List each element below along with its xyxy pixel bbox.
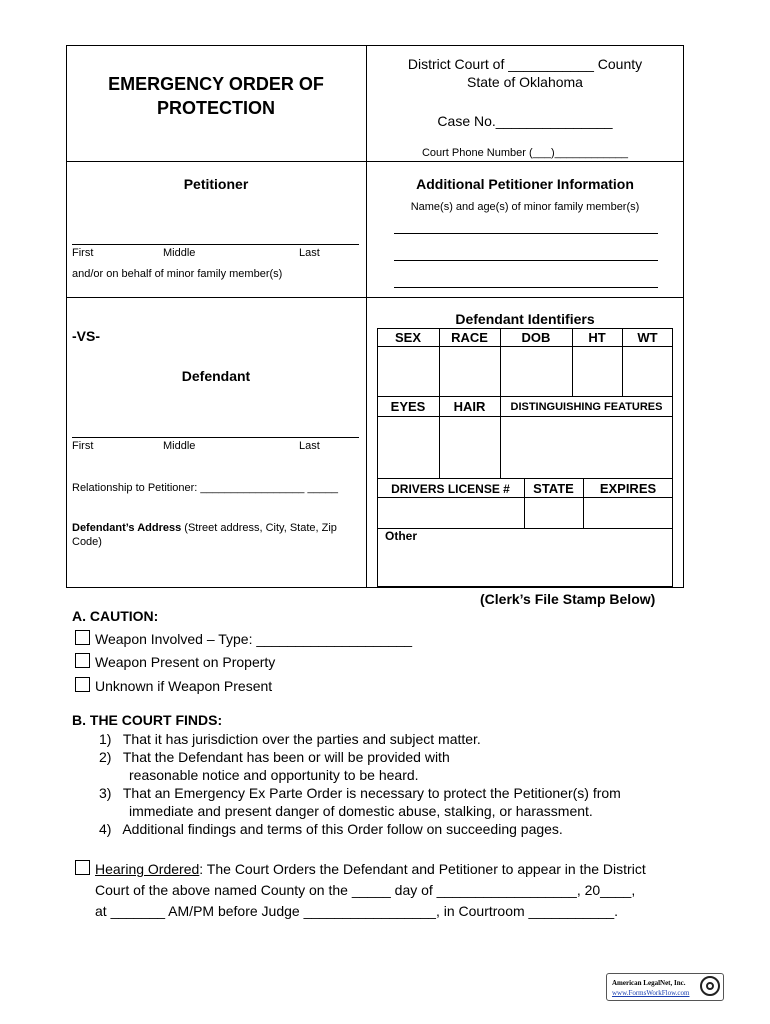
row2-bottom-line bbox=[377, 478, 673, 479]
petitioner-middle-label: Middle bbox=[163, 247, 196, 259]
versus-label: -VS- bbox=[72, 328, 100, 344]
additional-info-heading: Additional Petitioner Information bbox=[416, 176, 634, 192]
defendant-middle-label: Middle bbox=[163, 440, 196, 452]
finding-2: 2) That the Defendant has been or will be provided with bbox=[99, 749, 450, 765]
defendant-heading: Defendant bbox=[181, 368, 251, 384]
case-number: Case No._______________ bbox=[437, 113, 613, 129]
petitioner-divider bbox=[66, 297, 684, 298]
unknown-weapon-label: Unknown if Weapon Present bbox=[95, 678, 273, 694]
header-divider-right bbox=[366, 161, 684, 162]
relationship-field: Relationship to Petitioner: _________________ _____ bbox=[72, 482, 339, 494]
defendant-first-label: First bbox=[72, 440, 94, 452]
hearing-ordered-line1 bbox=[75, 860, 646, 877]
other-label: Other bbox=[385, 529, 418, 543]
petitioner-first-label: First bbox=[72, 247, 94, 259]
court-line: District Court of ___________ County bbox=[407, 56, 643, 72]
eyes-header: EYES bbox=[390, 399, 426, 414]
row1-bottom-line bbox=[377, 396, 673, 397]
drivers-license-header: DRIVERS LICENSE # bbox=[391, 482, 510, 496]
hearing-ordered-checkbox[interactable] bbox=[75, 860, 90, 875]
identifiers-table bbox=[377, 328, 673, 587]
logo-seal-icon bbox=[700, 976, 720, 996]
caution-unknown-weapon bbox=[75, 677, 272, 694]
sex-header: SEX bbox=[394, 330, 421, 345]
caution-heading: A. CAUTION: bbox=[72, 608, 159, 624]
row1-header-line bbox=[377, 346, 673, 347]
finding-4: 4) Additional findings and terms of this Order follow on succeeding pages. bbox=[99, 821, 563, 837]
petitioner-heading: Petitioner bbox=[183, 176, 249, 192]
petitioner-name-line bbox=[72, 244, 359, 245]
on-behalf-label: and/or on behalf of minor family member(s) bbox=[72, 268, 283, 280]
title-line2: PROTECTION bbox=[156, 98, 275, 118]
title-line1: EMERGENCY ORDER OF bbox=[108, 74, 324, 94]
minor-line-1 bbox=[394, 233, 658, 234]
hair-header: HAIR bbox=[453, 399, 486, 414]
additional-info-subheading: Name(s) and age(s) of minor family member(s) bbox=[410, 201, 640, 213]
petitioner-last-label: Last bbox=[299, 247, 320, 259]
state-line: State of Oklahoma bbox=[467, 74, 583, 90]
header-divider-left bbox=[66, 161, 366, 162]
caution-weapon-involved bbox=[75, 630, 412, 647]
defendant-last-label: Last bbox=[299, 440, 320, 452]
finding-1: 1) That it has jurisdiction over the parties and subject matter. bbox=[99, 731, 481, 747]
defendant-address-label bbox=[72, 521, 357, 549]
findings-heading: B. THE COURT FINDS: bbox=[72, 712, 223, 728]
hearing-ordered-line2: Court of the above named County on the _____ day of __________________, 20____, bbox=[95, 882, 636, 898]
defendant-name-line bbox=[72, 437, 359, 438]
hearing-ordered-label: Hearing Ordered bbox=[95, 861, 200, 877]
weapon-involved-label: Weapon Involved – Type: ____________________ bbox=[95, 631, 413, 647]
row2-header-line bbox=[377, 416, 673, 417]
weapon-present-checkbox[interactable] bbox=[75, 653, 90, 668]
finding-3-cont: immediate and present danger of domestic abuse, stalking, or harassment. bbox=[129, 803, 593, 819]
identifiers-heading: Defendant Identifiers bbox=[455, 311, 595, 327]
row3-bottom-line bbox=[377, 528, 673, 529]
clerk-stamp-label: (Clerk’s File Stamp Below) bbox=[480, 591, 656, 607]
expires-header: EXPIRES bbox=[599, 481, 657, 496]
weapon-present-label: Weapon Present on Property bbox=[95, 654, 276, 670]
hearing-ordered-text: : The Court Orders the Defendant and Petitioner to appear in the District bbox=[199, 861, 646, 877]
state-header: STATE bbox=[533, 481, 574, 496]
court-phone: Court Phone Number (___)____________ bbox=[421, 147, 629, 159]
logo-url[interactable]: www.FormsWorkFlow.com bbox=[612, 989, 690, 997]
distinguishing-features-header: DISTINGUISHING FEATURES bbox=[510, 401, 663, 413]
defendant-address-rest: (Street address, City, State, Zip Code) bbox=[72, 522, 337, 548]
form-title bbox=[66, 72, 366, 120]
height-header: HT bbox=[588, 330, 606, 345]
logo-company: American LegalNet, Inc. bbox=[612, 979, 686, 987]
finding-3: 3) That an Emergency Ex Parte Order is necessary to protect the Petitioner(s) from bbox=[99, 785, 621, 801]
dob-header: DOB bbox=[521, 330, 551, 345]
defendant-address-bold: Defendant’s Address bbox=[72, 522, 182, 534]
minor-line-3 bbox=[394, 287, 658, 288]
row3-header-line bbox=[377, 497, 673, 498]
caution-weapon-present bbox=[75, 653, 275, 670]
finding-2-cont: reasonable notice and opportunity to be heard. bbox=[129, 767, 419, 783]
weight-header: WT bbox=[637, 330, 658, 345]
race-header: RACE bbox=[451, 330, 488, 345]
legalnet-logo bbox=[606, 973, 724, 1001]
weapon-involved-checkbox[interactable] bbox=[75, 630, 90, 645]
unknown-weapon-checkbox[interactable] bbox=[75, 677, 90, 692]
minor-line-2 bbox=[394, 260, 658, 261]
hearing-ordered-line3: at _______ AM/PM before Judge _________________, in Courtroom ___________. bbox=[95, 903, 619, 919]
